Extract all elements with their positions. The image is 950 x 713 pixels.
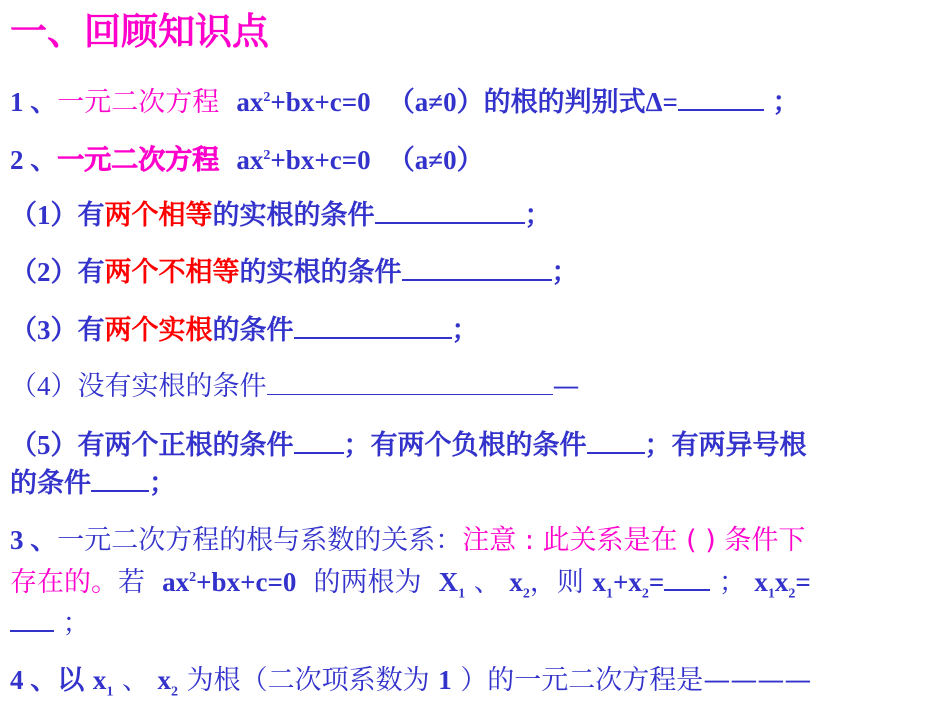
item-3-prod-s1: 1 <box>767 586 775 602</box>
sub-item-2-text: 的实根的条件 <box>239 257 402 288</box>
sub-item-1-number: （1） <box>10 200 78 230</box>
item-3-prod-x2: x <box>774 567 789 597</box>
item-1-equation-b: +bx+c=0 <box>270 87 371 117</box>
item-4-text2: ）的一元二次方程是 <box>460 665 704 696</box>
sub-item-5-number: （5） <box>10 430 78 460</box>
sub-item-2-end: ； <box>551 257 579 288</box>
item-4-dun: 、 <box>121 665 149 696</box>
sub-item-2-number: （2） <box>10 257 78 287</box>
item-3-sum-s2: 2 <box>641 586 649 602</box>
sub-item-4-blank <box>267 370 553 395</box>
item-3-equation-exp: 2 <box>189 570 197 585</box>
sub-item-5-sep2: ； <box>644 430 672 461</box>
item-2 <box>10 140 484 177</box>
item-1-delta: Δ= <box>645 87 678 117</box>
item-3-ruo: 若 <box>118 567 145 598</box>
sub-item-1-pre: 有 <box>77 200 105 231</box>
item-3-sum-x2: +x <box>612 567 642 597</box>
item-1 <box>10 82 800 119</box>
sub-item-3-end: ； <box>451 315 479 346</box>
sub-item-2-pre: 有 <box>77 257 105 288</box>
item-4-end: ———— <box>703 665 812 696</box>
sub-item-1-text: 的实根的条件 <box>212 200 375 231</box>
item-3-number: 3 、 <box>10 525 58 555</box>
item-3-root-2-sub: 2 <box>522 586 530 602</box>
item-3-semi: ； <box>718 567 746 598</box>
sub-item-4-number: （4） <box>10 371 78 401</box>
item-2-equation-exp: 2 <box>263 148 271 163</box>
item-3-cont2 <box>10 606 90 640</box>
item-2-cond-open: （ <box>387 145 415 176</box>
sub-item-5-blank-a <box>294 428 344 454</box>
item-1-blank <box>678 85 764 111</box>
item-1-label: 一元二次方程 <box>57 87 220 118</box>
sub-item-1 <box>10 198 552 232</box>
item-3-sum-x1: x <box>592 567 606 597</box>
sub-item-3-highlight: 两个实根 <box>104 315 213 346</box>
item-1-equation-a: ax <box>236 87 264 117</box>
item-3-cont <box>10 562 811 610</box>
item-4-x1: x <box>92 665 107 695</box>
item-4 <box>10 664 811 708</box>
sub-item-5-a: 有两个正根的条件 <box>77 430 294 461</box>
sub-item-3-text: 的条件 <box>212 315 294 346</box>
sub-item-5-blank-b <box>587 428 645 454</box>
sub-item-1-highlight: 两个相等 <box>104 200 213 231</box>
item-1-end: ； <box>772 87 800 118</box>
item-3-prod-blank <box>10 606 54 632</box>
item-2-cond: a≠0 <box>414 145 457 175</box>
sub-item-4-end: — <box>552 371 580 402</box>
item-1-cond-close: ） <box>456 87 484 118</box>
sub-item-5 <box>10 428 807 462</box>
sub-item-2-highlight: 两个不相等 <box>104 257 240 288</box>
item-3-note: 注意 : 此关系是在 ( ) 条件下 <box>462 525 806 556</box>
sub-item-3 <box>10 313 479 347</box>
sub-item-3-pre: 有 <box>77 315 105 346</box>
sub-item-5-c2: 的条件 <box>10 468 91 499</box>
sub-item-4-text: 没有实根的条件 <box>77 371 267 402</box>
sub-item-1-end: ； <box>524 200 552 231</box>
sub-item-5-sep1: ； <box>343 430 371 461</box>
item-3-text: 一元二次方程的根与系数的关系： <box>57 525 463 556</box>
item-3-equation-a: ax <box>162 567 190 597</box>
item-3-root-2: x <box>509 567 523 597</box>
item-2-number: 2 、 <box>10 145 58 175</box>
sub-item-5-b: 有两个负根的条件 <box>370 430 587 461</box>
sub-item-4 <box>10 370 580 403</box>
item-2-equation-b: +bx+c=0 <box>270 145 371 175</box>
sub-item-5-end: ； <box>149 468 176 499</box>
item-3-prod-s2: 2 <box>788 586 796 602</box>
sub-item-2-blank <box>402 255 552 281</box>
sub-item-3-number: （3） <box>10 315 78 345</box>
item-3 <box>10 524 805 557</box>
item-1-equation-exp: 2 <box>263 90 271 105</box>
item-1-tail: 的根的判别式 <box>483 87 646 118</box>
item-3-root-1: X <box>438 567 459 597</box>
item-4-one: 1 <box>438 665 452 695</box>
item-3-root-1-sub: 1 <box>458 586 466 602</box>
item-4-number: 4 、以 <box>10 665 85 695</box>
sub-item-1-blank <box>375 198 525 224</box>
item-3-sum-eq: = <box>648 567 665 597</box>
item-3-ze: ，则 <box>529 567 584 598</box>
item-1-cond-open: （ <box>387 87 415 118</box>
item-1-number: 1 、 <box>10 87 58 117</box>
item-3-roots-label: 的两根为 <box>313 567 422 598</box>
item-3-note-cont: 存在的。 <box>10 567 118 598</box>
item-3-dun: 、 <box>473 567 501 598</box>
sub-item-5-c: 有两异号根 <box>671 430 807 461</box>
item-3-sum-blank <box>664 565 710 591</box>
item-4-x2-sub: 2 <box>171 684 179 700</box>
sub-item-2 <box>10 255 579 289</box>
sub-item-5-cont <box>10 466 176 500</box>
item-4-text: 为根（二次项系数为 <box>186 665 430 696</box>
page-title: 一、回顾知识点 <box>10 10 269 53</box>
item-1-cond: a≠0 <box>414 87 457 117</box>
item-2-label: 一元二次方程 <box>57 145 220 176</box>
item-3-end: ； <box>62 608 90 639</box>
item-4-x1-sub: 1 <box>106 684 114 700</box>
sub-item-5-blank-c <box>91 466 149 492</box>
sub-item-3-blank <box>294 313 452 339</box>
item-4-x2: x <box>157 665 172 695</box>
item-3-prod-x1: x <box>754 567 768 597</box>
item-3-sum-s1: 1 <box>605 586 613 602</box>
item-2-cond-close: ） <box>456 145 484 176</box>
item-3-prod-eq: = <box>795 567 811 597</box>
item-3-equation-b: +bx+c=0 <box>196 567 297 597</box>
item-2-equation-a: ax <box>236 145 264 175</box>
